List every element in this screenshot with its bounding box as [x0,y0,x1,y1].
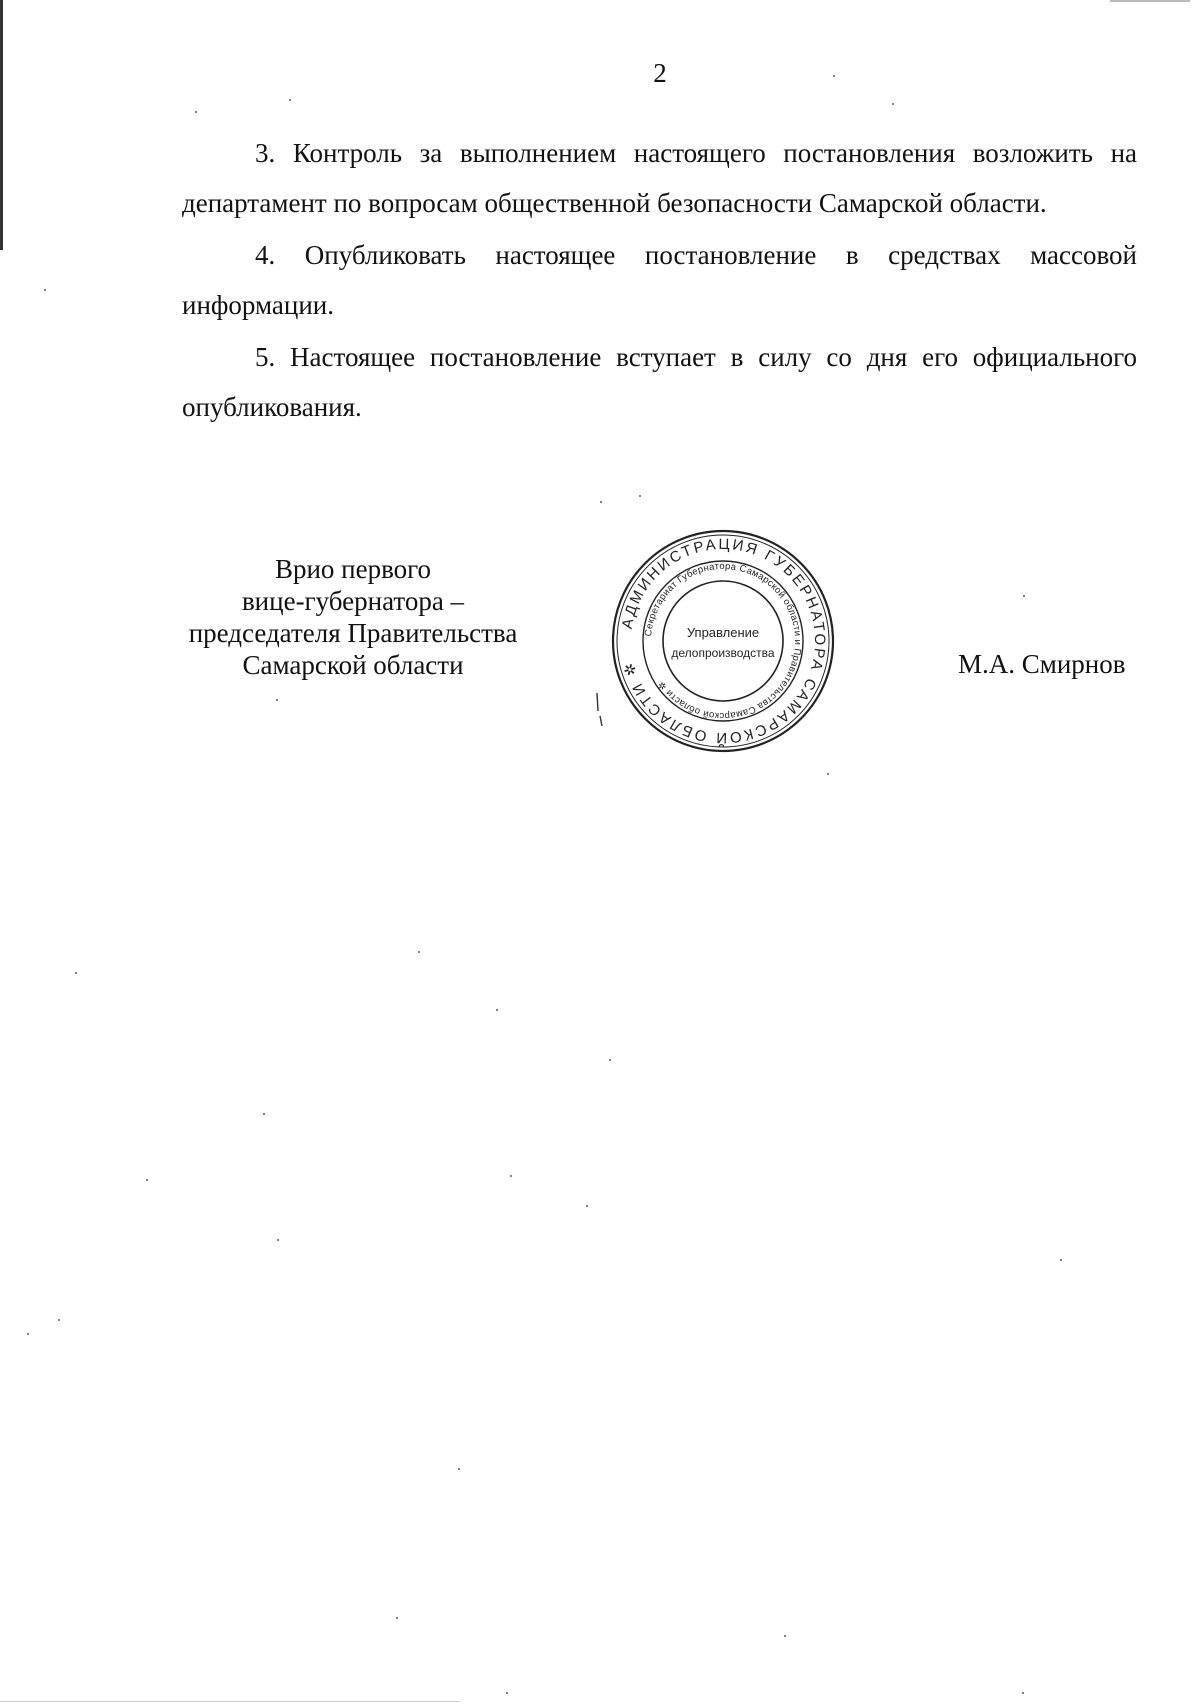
signer-title-line: председателя Правительства [188,618,518,648]
signer-title-line: Врио первого [274,554,432,584]
scan-speck [833,75,835,77]
scan-speck [586,1205,588,1207]
scan-speck [1023,595,1025,597]
stamp-outer-ring: АДМИНИСТРАЦИЯ ГУБЕРНАТОРА САМАРСКОЙ ОБЛАСТИ ✲ [618,535,829,747]
scan-speck [506,1692,508,1694]
signer-title-line: Самарской области [242,650,464,680]
scan-speck [277,1239,279,1241]
scan-speck [44,289,46,291]
scan-speck [1060,1259,1062,1261]
scan-speck [195,111,197,113]
paragraph-3: 3. Контроль за выполнением настоящего постановления возложить на департамент по вопросам общественной безопасности Самарской области. [182,138,1137,218]
stamp-inner-ring: Секретариат Губернатора Самарской области и Правительства Самарской области ✲ [643,560,804,722]
page-number: 2 [653,58,667,88]
scan-speck [784,1635,786,1637]
signer-title-line: вице-губернатора – [241,586,465,616]
scan-speck [27,1333,29,1335]
scan-speck [510,1175,512,1177]
scan-speck [75,972,77,974]
scan-speck [600,501,602,503]
signer-name: М.А. Смирнов [958,649,1126,679]
scan-speck [146,1179,148,1181]
scan-speck [396,1617,398,1619]
scan-speck [263,1113,265,1115]
stamp-center-line-1: Управление [686,625,760,640]
scan-speck [639,495,641,497]
scan-speck [58,1319,60,1321]
scan-speck [289,99,291,101]
paragraph-4: 4. Опубликовать настоящее постановление в средствах массовой информации. [182,240,1137,320]
scan-speck [276,699,278,701]
scan-speck [827,773,829,775]
scan-pen-mark [597,693,602,726]
scan-speck [418,951,420,953]
scan-speck [609,1059,611,1061]
stamp-center-line-2: делопроизводства [671,646,775,660]
paragraph-5: 5. Настоящее постановление вступает в силу со дня его официального опубликования. [182,342,1137,422]
scan-speck [496,1009,498,1011]
scan-speck [1022,1692,1024,1694]
scan-speck [458,1468,460,1470]
scan-speck [892,103,894,105]
